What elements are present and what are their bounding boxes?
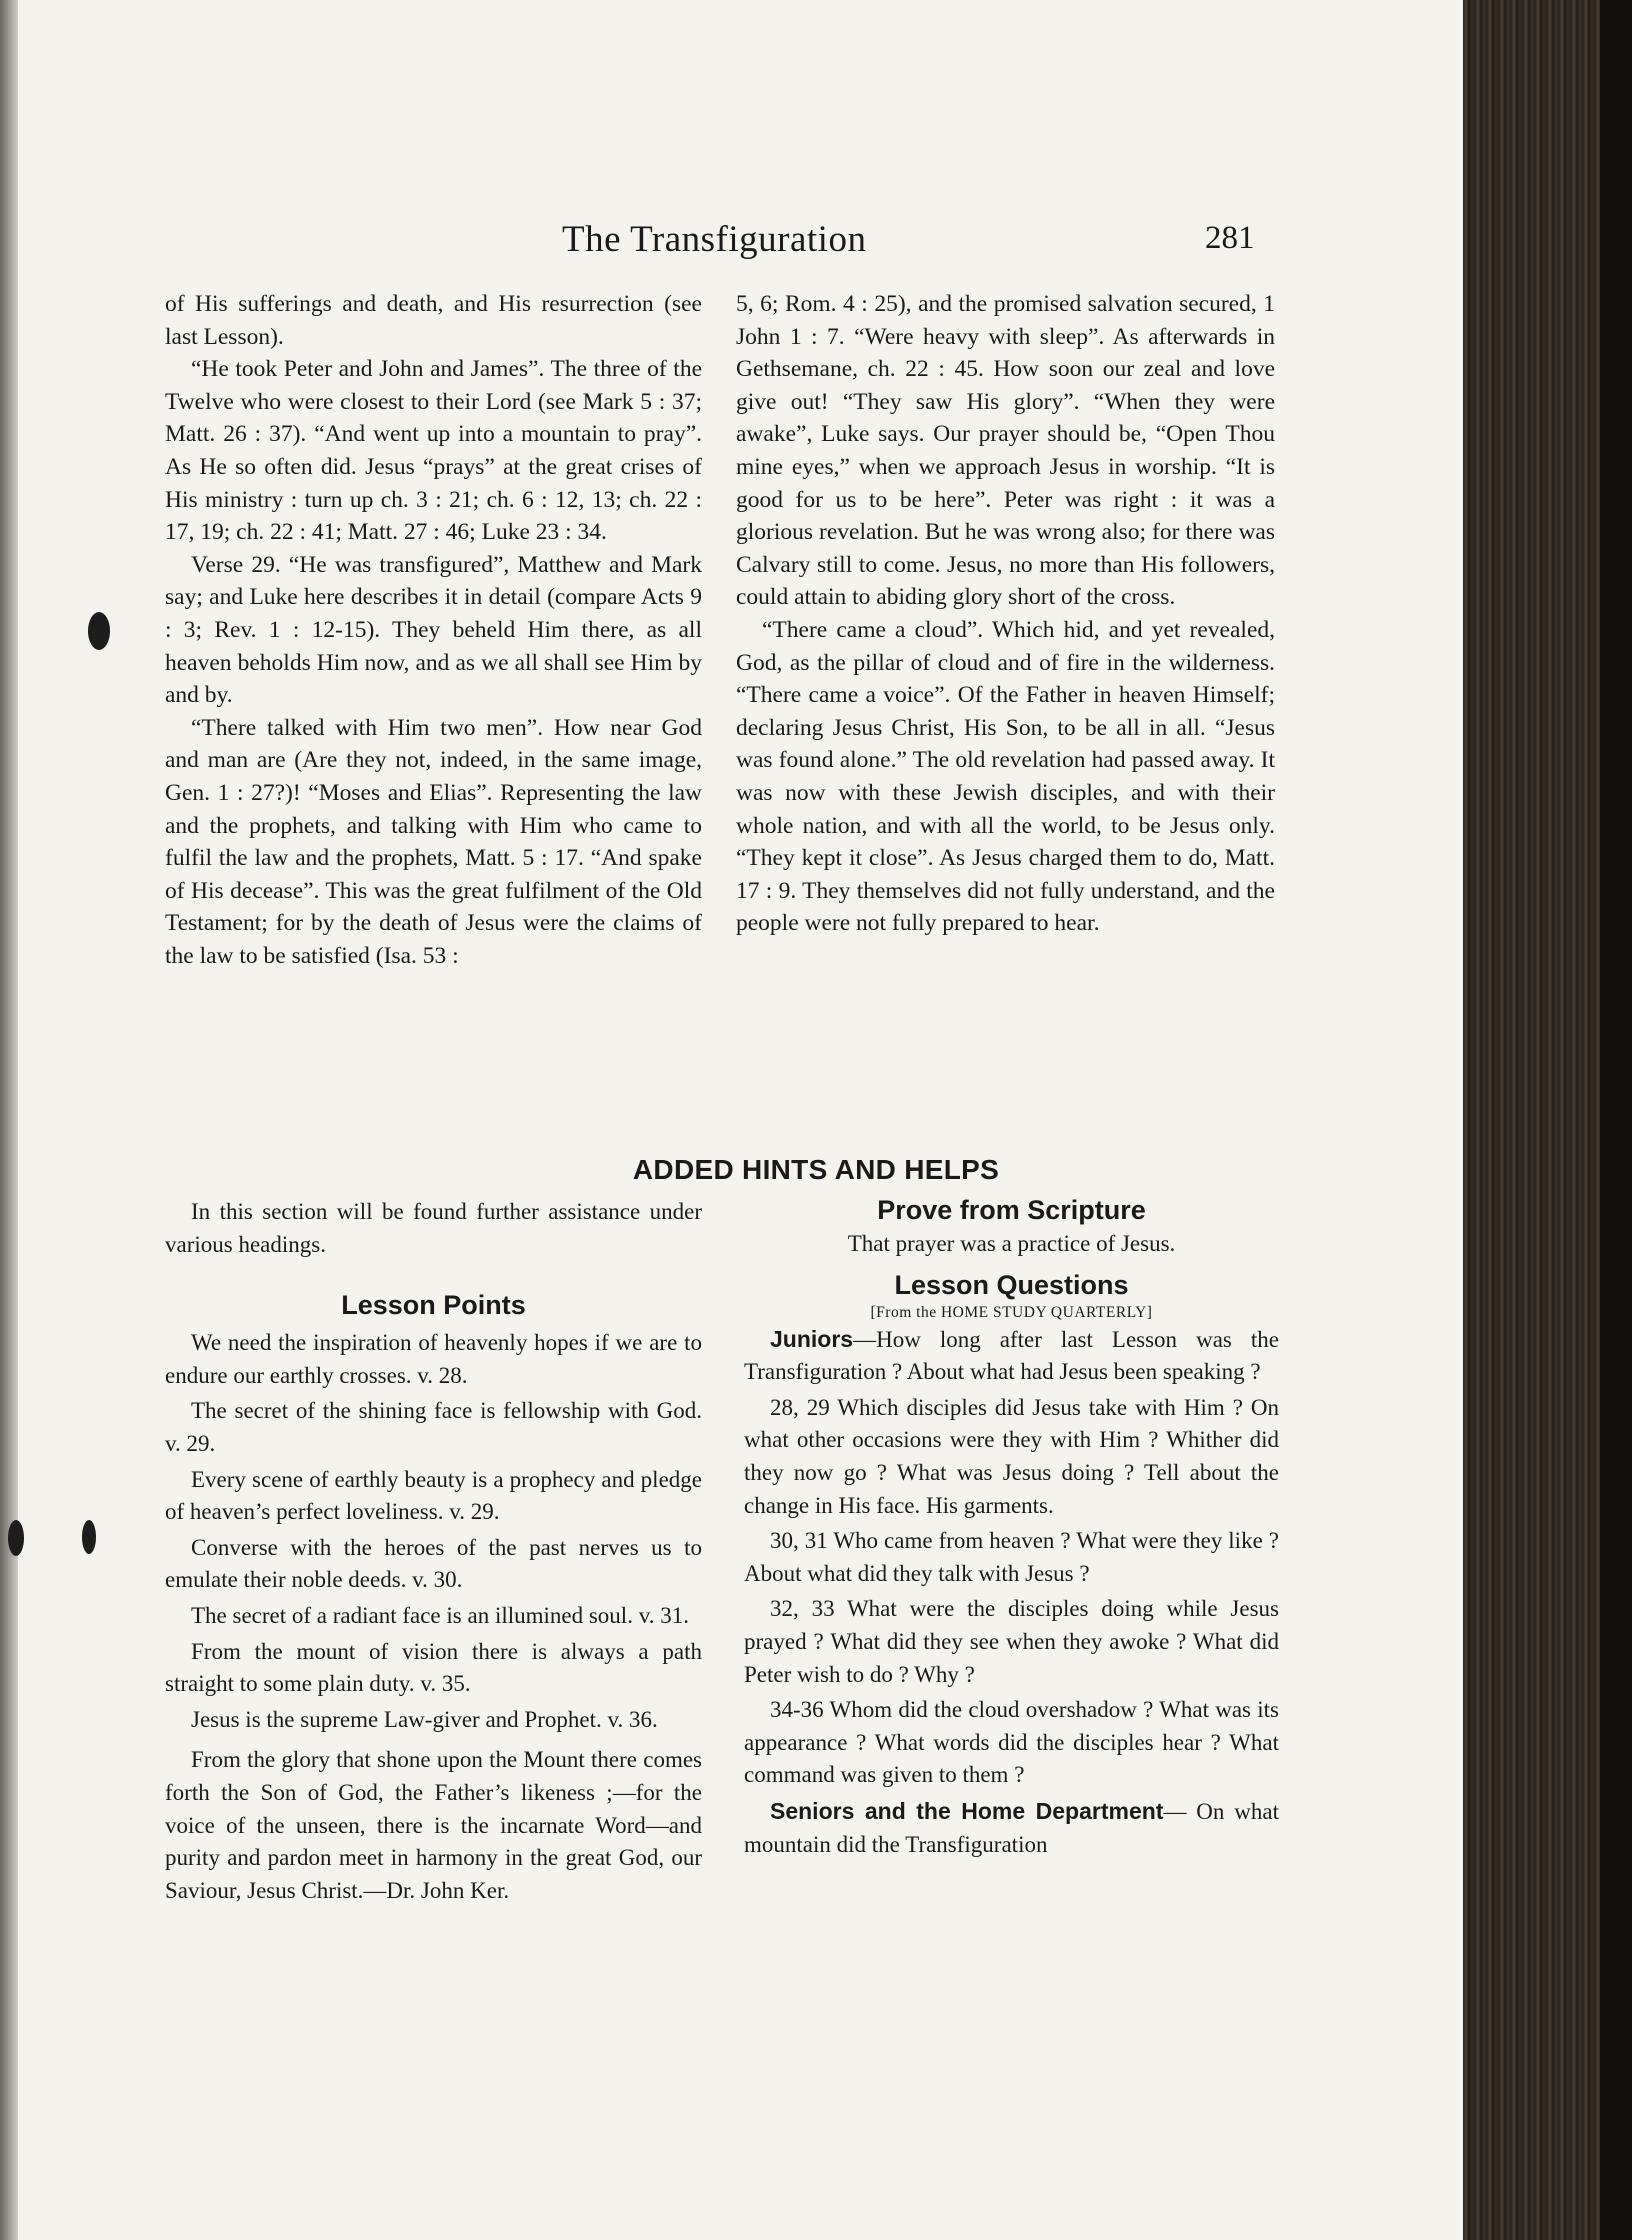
- page-header: [0, 210, 1632, 270]
- binding-hole-mid: [82, 1520, 96, 1554]
- hints-right-column: [744, 1192, 1279, 1861]
- lesson-points-heading: Lesson Points: [341, 1290, 526, 1321]
- intro-paragraph: In this section will be found further assistance under various headings.: [165, 1199, 702, 1257]
- prove-text: That prayer was a practice of Jesus.: [847, 1231, 1176, 1256]
- lesson-point: From the mount of vision there is always a path straight to some plain duty. v. 35.: [165, 1638, 702, 1697]
- paragraph: “There talked with Him two men”. How near God and man are (Are they not, indeed, in the same image, Gen. 1 : 27?)! “Moses and Elias”. Representing the law and the prophets, and talking with Him who came to fulfil the law and the prophets, Matt. 5 : 17. “And spake of His decease”. This was the great fulfilment of the Old Testament; for by the death of Jesus were the claims of the law to be satisfied (Isa. 53 :: [165, 714, 702, 969]
- binding-hole-top: [88, 612, 110, 650]
- seniors-label: Seniors and the Home Department: [770, 1797, 1164, 1824]
- binding-hole-left: [8, 1520, 24, 1556]
- questions-source: [From the HOME STUDY QUARTERLY]: [870, 1303, 1153, 1321]
- paragraph: of His sufferings and death, and His resurrection (see last Lesson).: [165, 291, 702, 350]
- lesson-point-quote: From the glory that shone upon the Mount there comes forth the Son of God, the Father’s likeness ;—for the voice of the unseen, there is the incarnate Word—and purity and pardon meet in harmony in the great God, our Saviour, Jesus Christ.—Dr. John Ker.: [165, 1747, 702, 1903]
- paragraph: “There came a cloud”. Which hid, and yet revealed, God, as the pillar of cloud and of fire in the wilderness. “There came a voice”. Of the Father in heaven Himself; declaring Jesus Christ, His Son, to be all in all. “Jesus was found alone.” The old revelation had passed away. It was now with these Jewish disciples, and with their whole nation, and with all the world, to be Jesus only. “They kept it close”. As Jesus charged them to do, Matt. 17 : 9. They themselves did not fully understand, and the people were not fully prepared to hear.: [736, 616, 1275, 937]
- lesson-point: The secret of a radiant face is an illumined soul. v. 31.: [191, 1602, 689, 1628]
- prove-heading: Prove from Scripture: [877, 1195, 1146, 1225]
- question-group: 32, 33 What were the disciples doing while Jesus prayed ? What did they see when they awoke ? What did Peter wish to do ? Why ?: [744, 1596, 1279, 1687]
- seniors-paragraph: [744, 1795, 1279, 1861]
- question-group: 30, 31 Who came from heaven ? What were they like ? About what did they talk with Jesus ?: [744, 1528, 1279, 1586]
- paragraph: Verse 29. “He was transfigured”, Matthew and Mark say; and Luke here describes it in detail (compare Acts 9 : 3; Rev. 1 : 12-15). They beheld Him there, as all heaven beholds Him now, and as we all shall see Him by and by.: [165, 551, 702, 709]
- page-left-edge: [0, 0, 18, 2240]
- juniors-text: —How long after last Lesson was the Transfiguration ? About what had Jesus been speaking ?: [744, 1326, 1279, 1385]
- lesson-point: We need the inspiration of heavenly hopes if we are to endure our earthly crosses. v. 28.: [165, 1330, 702, 1388]
- running-title: The Transfiguration: [562, 219, 867, 260]
- section-heading: ADDED HINTS AND HELPS: [632, 1154, 1000, 1185]
- commentary-left-column: [165, 288, 702, 972]
- commentary-right-column: [736, 288, 1275, 940]
- questions-heading: Lesson Questions: [894, 1269, 1129, 1300]
- lesson-point: The secret of the shining face is fellowship with God. v. 29.: [165, 1398, 702, 1456]
- spine-shadow: [1600, 0, 1632, 2240]
- question-group: 28, 29 Which disciples did Jesus take with Him ? On what other occasions were they with Him ? Whither did they now go ? What was Jesus doing ? Tell about the change in His face. His garments.: [744, 1394, 1279, 1518]
- hints-left-column: [165, 1196, 702, 1907]
- paragraph: 5, 6; Rom. 4 : 25), and the promised salvation secured, 1 John 1 : 7. “Were heavy with sleep”. As afterwards in Gethsemane, ch. 22 : 45. How soon our zeal and love give out! “They saw His glory”. “When they were awake”, Luke says. Our prayer should be, “Open Thou mine eyes,” when we approach Jesus in worship. “It is good for us to be here”. Peter was right : it was a glorious revelation. But he was wrong also; for there was Calvary still to come. Jesus, no more than His followers, could attain to abiding glory short of the cross.: [736, 291, 1275, 611]
- paragraph: “He took Peter and John and James”. The three of the Twelve who were closest to their Lord (see Mark 5 : 37; Matt. 26 : 37). “And went up into a mountain to pray”. As He so often did. Jesus “prays” at the great crises of His ministry : turn up ch. 3 : 21; ch. 6 : 12, 13; ch. 22 : 17, 19; ch. 22 : 41; Matt. 27 : 46; Luke 23 : 34.: [165, 356, 702, 546]
- page-number: 281: [1205, 220, 1255, 256]
- lesson-point: Every scene of earthly beauty is a prophecy and pledge of heaven’s perfect loveliness. v. 29.: [165, 1466, 702, 1525]
- lesson-point: Jesus is the supreme Law-giver and Prophet. v. 36.: [191, 1706, 658, 1732]
- seniors-text: — On what mountain did the Transfiguration: [744, 1798, 1279, 1857]
- question-group: 34-36 Whom did the cloud overshadow ? What was its appearance ? What words did the disciples hear ? What command was given to them ?: [744, 1697, 1279, 1788]
- lesson-point: Converse with the heroes of the past nerves us to emulate their noble deeds. v. 30.: [165, 1534, 702, 1593]
- juniors-label: Juniors: [770, 1325, 854, 1352]
- juniors-paragraph: [744, 1323, 1279, 1389]
